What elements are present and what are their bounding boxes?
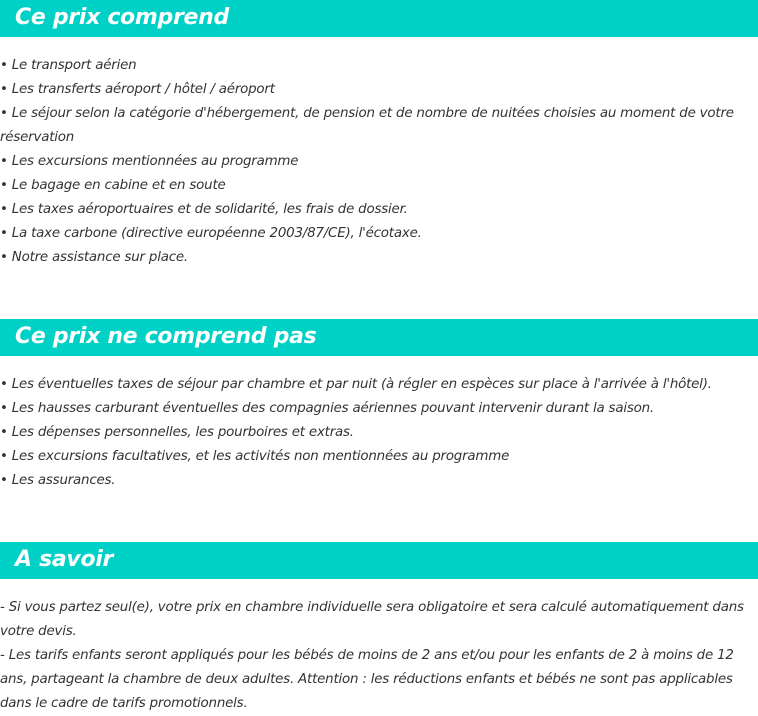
section-title-included: Ce prix comprend (15, 5, 229, 30)
list-item: - Si vous partez seul(e), votre prix en chambre individuelle sera obligatoire et sera calculé automatiquement dans votre devis. (0, 600, 744, 639)
list-item: - Les tarifs enfants seront appliqués pour les bébés de moins de 2 ans et/ou pour les enfants de 2 à moins de 12 ans, partageant la chambre de deux adultes. Attention : les réductions enfants et bébés ne sont pas applicables dans le cadre de tarifs promotionnels. (0, 648, 734, 711)
list-item: • Les excursions mentionnées au programme (0, 154, 299, 169)
list-item: • Les taxes aéroportuaires et de solidarité, les frais de dossier. (0, 202, 408, 217)
list-item: • Les excursions facultatives, et les activités non mentionnées au programme (0, 449, 510, 464)
list-item: • Les hausses carburant éventuelles des compagnies aériennes pouvant intervenir durant la saison. (0, 401, 654, 416)
included-list (0, 54, 756, 270)
section-header-included (0, 0, 758, 37)
list-item: • Le bagage en cabine et en soute (0, 178, 226, 193)
list-item: • Les dépenses personnelles, les pourboires et extras. (0, 425, 354, 440)
section-title-good-to-know: A savoir (15, 547, 114, 572)
list-item: • Notre assistance sur place. (0, 250, 188, 265)
not-included-list (0, 373, 756, 493)
section-header-good-to-know (0, 542, 758, 579)
list-item: • La taxe carbone (directive européenne 2003/87/CE), l'écotaxe. (0, 226, 422, 241)
list-item: • Les assurances. (0, 473, 116, 488)
list-item: • Le séjour selon la catégorie d'hébergement, de pension et de nombre de nuitées choisies au moment de votre réservation (0, 106, 734, 145)
section-header-not-included (0, 319, 758, 356)
list-item: • Les éventuelles taxes de séjour par chambre et par nuit (à régler en espèces sur place à l'arrivée à l'hôtel). (0, 377, 712, 392)
list-item: • Le transport aérien (0, 58, 137, 73)
list-item: • Les transferts aéroport / hôtel / aéroport (0, 82, 275, 97)
section-title-not-included: Ce prix ne comprend pas (15, 324, 317, 349)
good-to-know-list (0, 596, 756, 716)
